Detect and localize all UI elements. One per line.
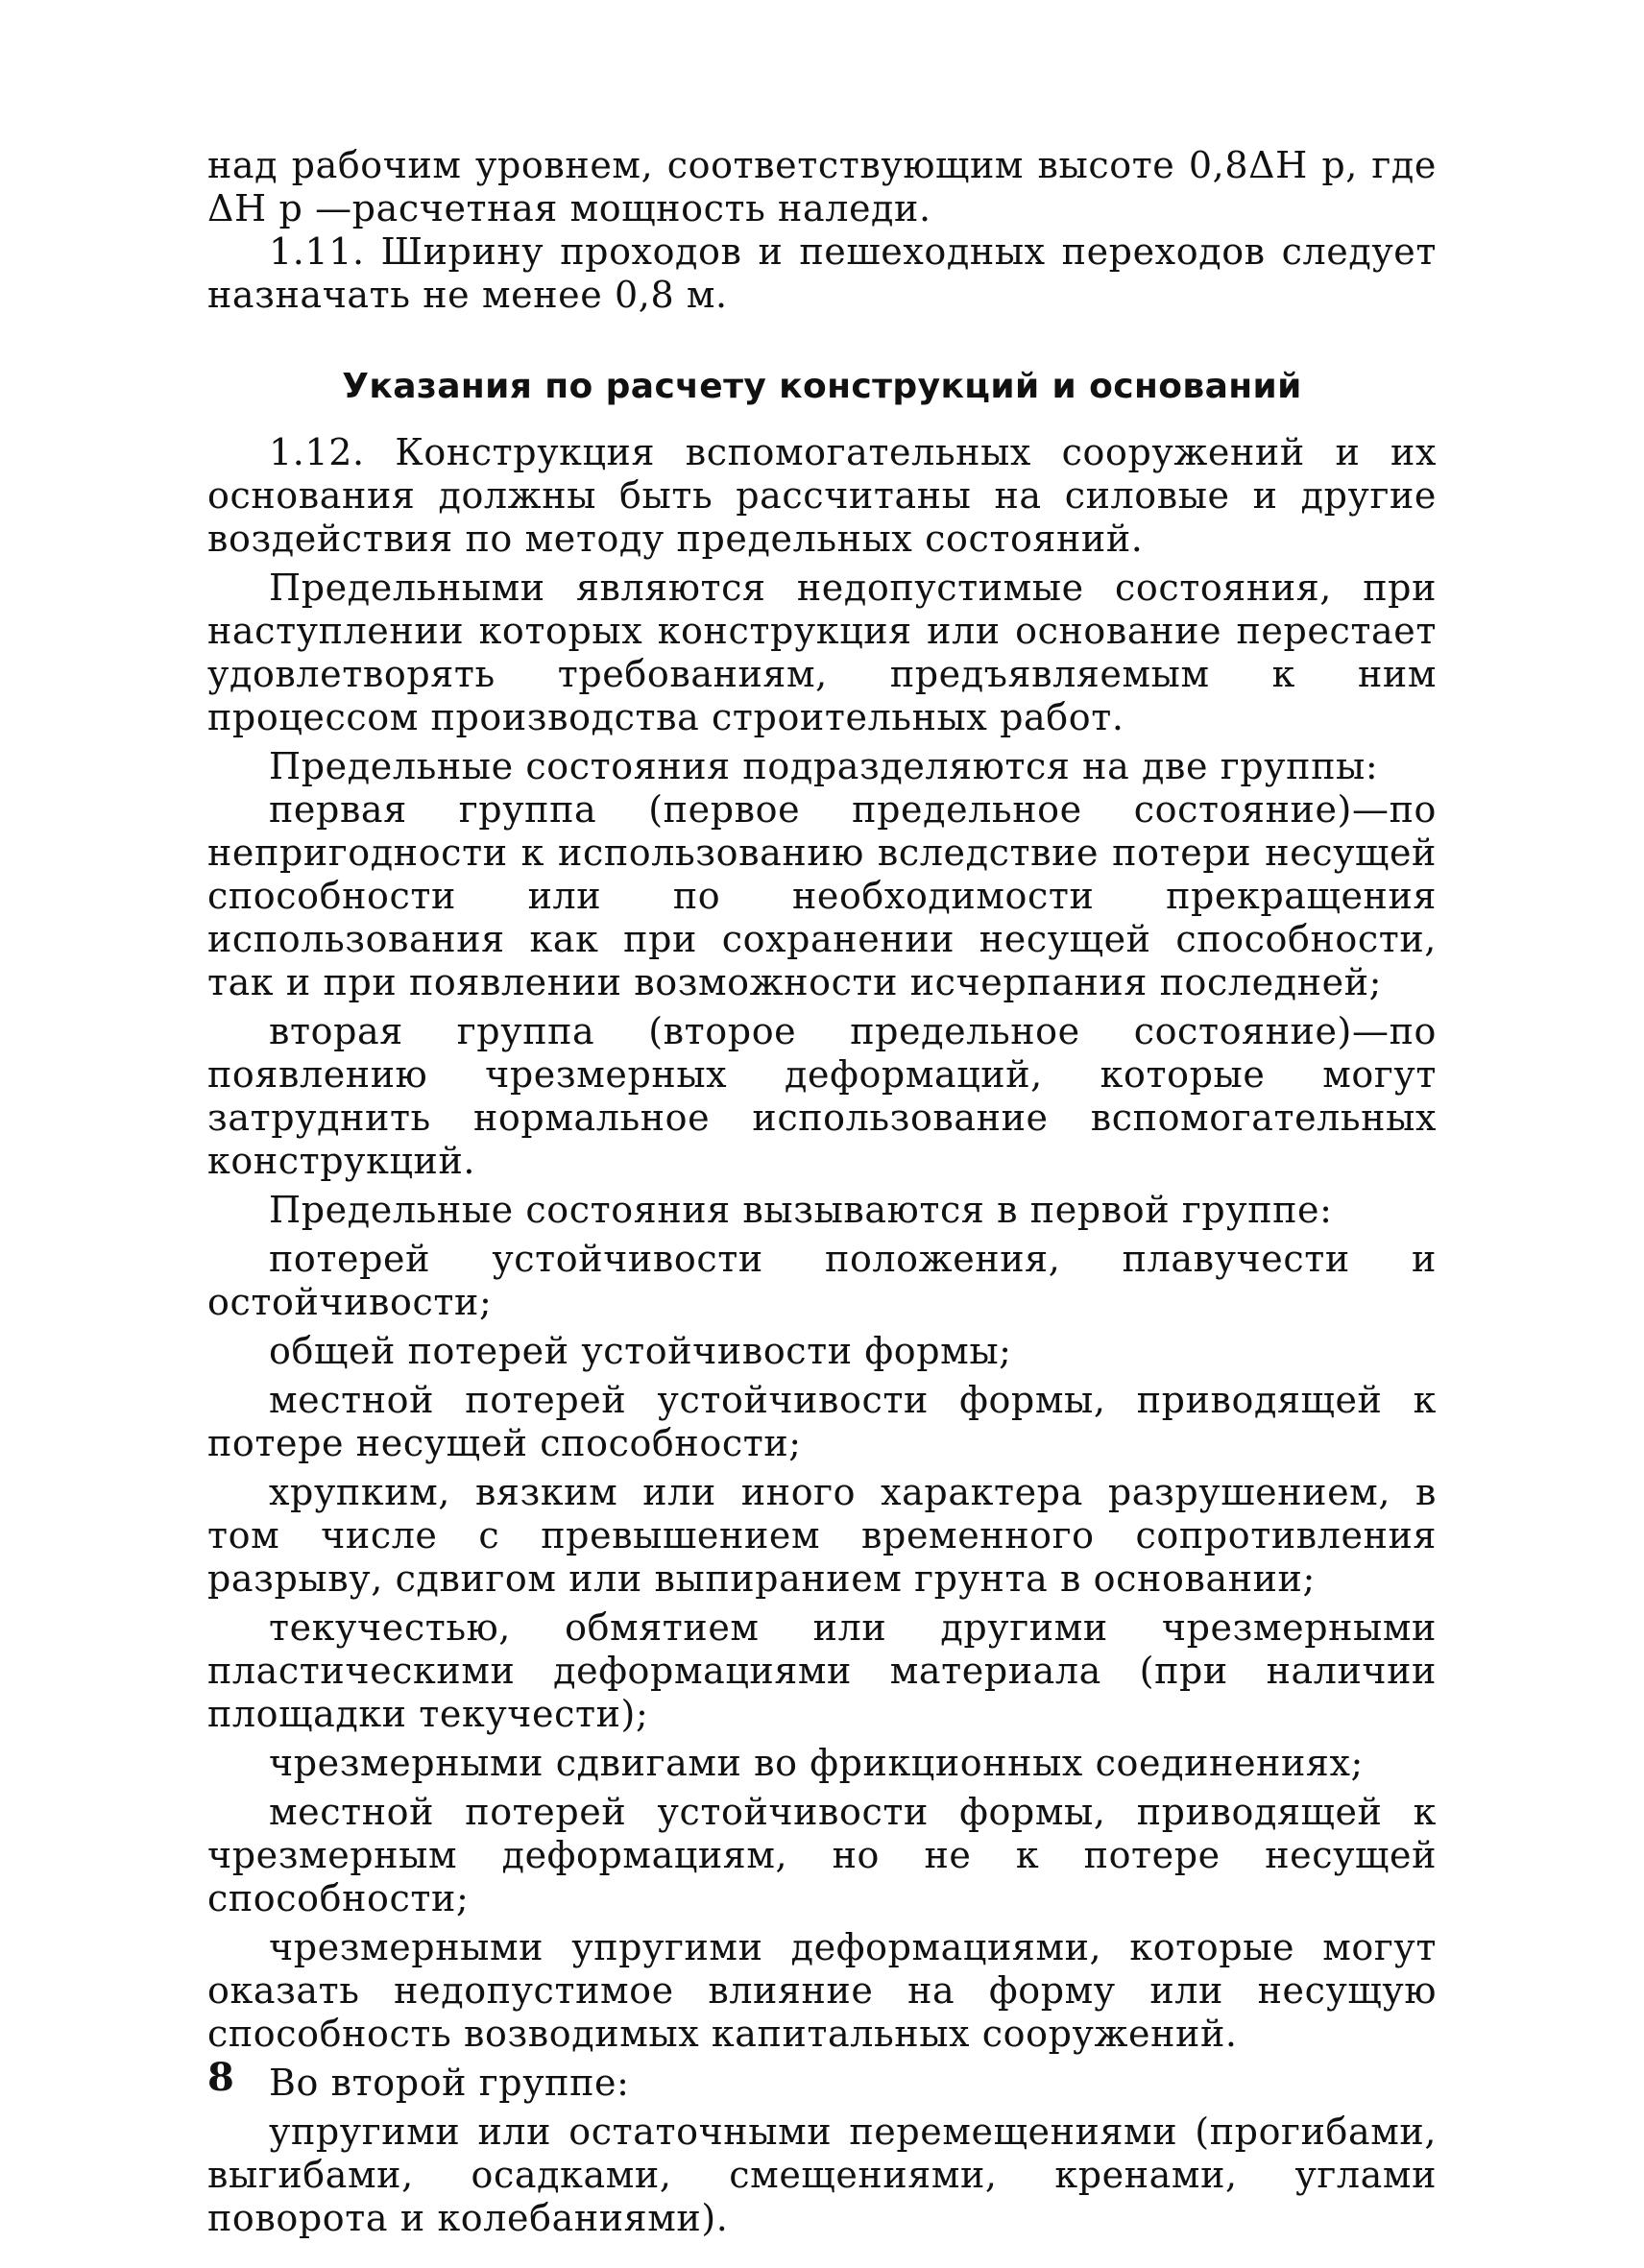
list-item: чрезмерными сдвигами во фрикционных соединениях; <box>269 1742 1364 1784</box>
list-item: хрупким, вязким или иного характера разрушением, в том числе с превышением временного сопротивления разрыву, сдвигом или выпиранием грунта в основании; <box>207 1471 1437 1600</box>
list-item: текучестью, обмятием или другими чрезмерными пластическими деформациями материала (при наличии площадки текучести); <box>207 1606 1437 1735</box>
paragraph: 1.11. Ширину проходов и пешеходных переходов следует назначать не менее 0,8 м. <box>207 230 1437 316</box>
list-item: чрезмерными упругими деформациями, которые могут оказать недопустимое влияние на форму или несущую способность возводимых капитальных сооружений. <box>207 1926 1437 2055</box>
document-body <box>207 144 1437 2240</box>
paragraph: Предельные состояния вызываются в первой группе: <box>269 1189 1333 1231</box>
paragraph: Во второй группе: <box>269 2062 630 2104</box>
list-item: вторая группа (второе предельное состояние)—по появлению чрезмерных деформаций, которые могут затруднить нормальное использование вспомогательных конструкций. <box>207 1010 1437 1182</box>
paragraph: 1.12. Конструкция вспомогательных сооружений и их основания должны быть рассчитаны на силовые и другие воздействия по методу предельных состояний. <box>207 431 1437 560</box>
list-item: общей потерей устойчивости формы; <box>269 1330 1012 1372</box>
paragraph: Предельные состояния подразделяются на две группы: <box>269 745 1379 787</box>
list-item: первая группа (первое предельное состояние)—по непригодности к использованию вследствие потери несущей способности или по необходимости прекращения использования как при сохранении несущей способности, так и при появлении возможности исчерпания последней; <box>207 788 1437 1003</box>
paragraph: Предельными являются недопустимые состояния, при наступлении которых конструкция или основание перестает удовлетворять требованиям, предъявляемым к ним процессом производства строительных работ. <box>207 567 1437 738</box>
list-item: местной потерей устойчивости формы, приводящей к чрезмерным деформациям, но не к потере несущей способности; <box>207 1791 1437 1919</box>
list-item: упругими или остаточными перемещениями (прогибами, выгибами, осадками, смещениями, кренами, углами поворота и колебаниями). <box>207 2111 1437 2239</box>
page-number: 8 <box>207 2055 234 2100</box>
list-item: местной потерей устойчивости формы, приводящей к потере несущей способности; <box>207 1379 1437 1464</box>
section-heading: Указания по расчету конструкций и оснований <box>342 367 1302 406</box>
paragraph: над рабочим уровнем, соответствующим высоте 0,8ΔH р, где ΔH р —расчетная мощность наледи. <box>207 144 1437 229</box>
list-item: потерей устойчивости положения, плавучести и остойчивости; <box>207 1238 1437 1323</box>
